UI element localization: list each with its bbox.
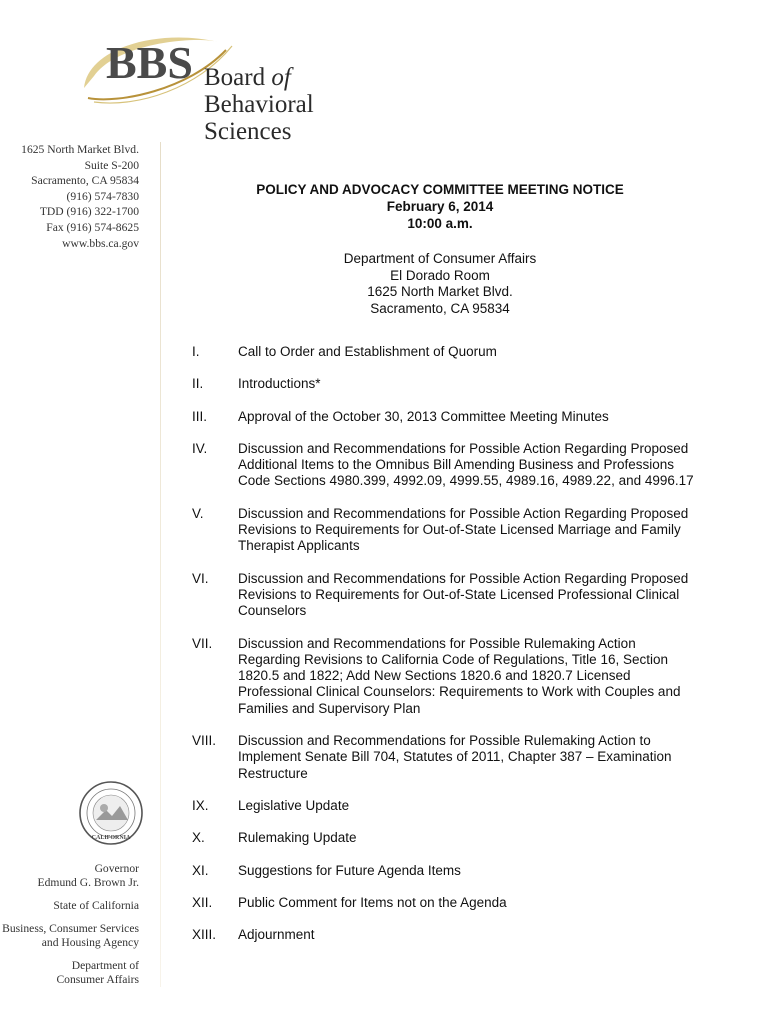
notice-title: POLICY AND ADVOCACY COMMITTEE MEETING NOTICE: [256, 182, 624, 197]
agenda-item: [192, 830, 722, 846]
location-line: Sacramento, CA 95834: [370, 300, 510, 316]
agenda-item-text: Call to Order and Establishment of Quorum: [238, 344, 497, 359]
agenda-item-text: Legislative Update: [238, 797, 350, 813]
notice-date: February 6, 2014: [386, 199, 494, 214]
agenda-item-text: Professional Clinical Counselors: Requirements to Work with Couples and: [238, 684, 681, 700]
agenda-item-text: Discussion and Recommendations for Possible Rulemaking Action to: [238, 733, 651, 749]
agenda-item-text: Discussion and Recommendations for Possible Rulemaking Action: [238, 635, 636, 651]
location-line: El Dorado Room: [390, 267, 490, 283]
logo-text: BBS: [106, 37, 193, 88]
department-line: Department of: [71, 959, 139, 972]
org-name-line3: Sciences: [204, 118, 292, 145]
agenda-item-number: II.: [192, 376, 204, 392]
governor-name: Edmund G. Brown Jr.: [37, 876, 139, 889]
agenda-item-number: III.: [192, 408, 208, 424]
agenda-item-text: Therapist Applicants: [238, 538, 360, 554]
agenda-list: [192, 344, 722, 943]
governor-title: Governor: [94, 862, 139, 875]
agenda-item-text: Additional Items to the Omnibus Bill Amending Business and Professions: [238, 457, 674, 473]
agenda-item-number: X.: [192, 830, 205, 846]
agenda-item-text: Public Comment for Items not on the Agenda: [238, 894, 507, 910]
org-name-line2: Behavioral: [204, 91, 314, 118]
agenda-item-number: IX.: [192, 797, 209, 813]
meeting-location: [190, 251, 690, 317]
agenda-item: [192, 409, 722, 425]
org-name-of: of: [271, 64, 291, 91]
state-seal-icon: [78, 780, 144, 846]
agenda-item-number: IV.: [192, 440, 208, 456]
state-name: State of California: [53, 899, 139, 912]
agency-line: Business, Consumer Services: [2, 922, 139, 935]
governor-block: [2, 862, 139, 890]
contact-line: 1625 North Market Blvd.: [21, 143, 139, 156]
location-line: Department of Consumer Affairs: [343, 251, 537, 266]
agenda-item-text: Suggestions for Future Agenda Items: [238, 862, 461, 878]
agenda-item: [192, 863, 722, 879]
contact-line: Suite S-200: [84, 158, 139, 172]
agenda-item-text: Regarding Revisions to California Code of Regulations, Title 16, Section: [238, 651, 668, 667]
state-block: [2, 899, 139, 913]
agenda-item: [192, 733, 722, 782]
meeting-notice-header: [190, 181, 690, 232]
agenda-item: [192, 376, 722, 392]
agenda-item-text: Approval of the October 30, 2013 Committee Meeting Minutes: [238, 408, 609, 424]
contact-line: (916) 574-7830: [66, 189, 139, 203]
agency-line: and Housing Agency: [41, 936, 139, 949]
contact-line: TDD (916) 322-1700: [39, 205, 139, 219]
agenda-item-text: Restructure: [238, 765, 308, 781]
department-block: [2, 959, 139, 987]
agenda-item-number: XII.: [192, 894, 213, 910]
agenda-item-number: VI.: [192, 570, 209, 586]
department-line: Consumer Affairs: [56, 973, 139, 986]
agenda-item-text: Code Sections 4980.399, 4992.09, 4999.55, 4989.16, 4989.22, and 4996.17: [238, 473, 694, 489]
agenda-item: [192, 571, 722, 620]
agenda-item-number: V.: [192, 505, 204, 521]
agenda-item-text: Discussion and Recommendations for Possible Action Regarding Proposed: [238, 440, 689, 456]
agenda-item-text: Counselors: [238, 603, 307, 619]
agenda-item-text: Implement Senate Bill 704, Statutes of 2011, Chapter 387 – Examination: [238, 749, 672, 765]
agenda-item-text: Discussion and Recommendations for Possible Action Regarding Proposed: [238, 570, 689, 586]
agenda-item-text: Discussion and Recommendations for Possible Action Regarding Proposed: [238, 505, 689, 521]
organization-name: [204, 64, 314, 145]
sidebar-divider: [160, 142, 161, 987]
agenda-item: [192, 344, 722, 360]
agenda-item: [192, 927, 722, 943]
agenda-item-number: XIII.: [192, 927, 217, 943]
agenda-item-text: Revisions to Requirements for Out-of-State Licensed Marriage and Family: [238, 522, 681, 538]
location-line: 1625 North Market Blvd.: [367, 284, 513, 299]
agenda-item-number: I.: [192, 344, 200, 359]
org-name-line1: Board: [204, 64, 266, 91]
agenda-item: [192, 798, 722, 814]
agenda-item: [192, 506, 722, 555]
agenda-item-text: Adjournment: [238, 927, 315, 943]
contact-line: www.bbs.ca.gov: [62, 236, 139, 250]
contact-line: Fax (916) 574-8625: [46, 220, 139, 234]
agenda-item-number: VIII.: [192, 733, 217, 749]
agenda-item-text: 1820.5 and 1822; Add New Sections 1820.6 and 1820.7 Licensed: [238, 668, 631, 684]
agency-block: [2, 922, 139, 950]
agenda-item-text: Rulemaking Update: [238, 830, 357, 846]
agenda-item: [192, 441, 722, 490]
notice-time: 10:00 a.m.: [407, 216, 473, 231]
agenda-item-text: Introductions*: [238, 376, 321, 392]
agenda-item-number: XI.: [192, 862, 209, 878]
agenda-item: [192, 636, 722, 717]
contact-line: Sacramento, CA 95834: [31, 174, 139, 188]
agenda-item-text: Revisions to Requirements for Out-of-State Licensed Professional Clinical: [238, 586, 680, 602]
sidebar-contact: [21, 142, 139, 251]
seal-text: CALIFORNIA: [91, 835, 131, 841]
sidebar-agency-info: [2, 862, 139, 996]
agenda-item: [192, 895, 722, 911]
agenda-item-number: VII.: [192, 635, 213, 651]
agenda-item-text: Families and Supervisory Plan: [238, 700, 421, 716]
